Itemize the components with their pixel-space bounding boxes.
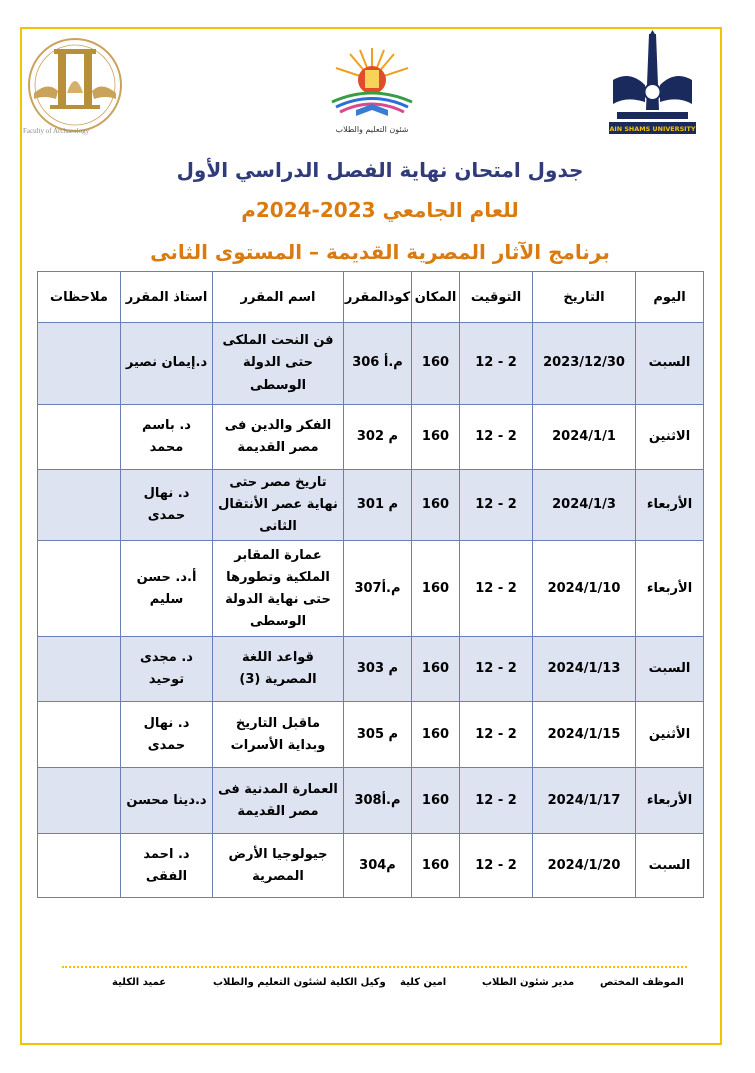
cell-place: 160 [412,470,460,541]
cell-code: م 302 [344,405,412,470]
cell-instructor: د.إيمان نصير [121,323,213,405]
cell-date: 2023/12/30 [533,323,636,405]
table-row [38,702,704,768]
cell-day: الاثنين [636,405,704,470]
cell-course: تاريخ مصر حتى نهاية عصر الأنتقال الثانى [213,470,344,541]
signature-employee: الموظف المختص [600,977,684,988]
cell-place: 160 [412,405,460,470]
cell-course: قواعد اللغة المصرية (3) [213,637,344,702]
cell-notes [38,323,121,405]
ain-shams-university-logo [605,30,700,140]
student-affairs-logo-text: شئون التعليم والطلاب [335,125,409,134]
cell-course: جيولوجيا الأرض المصرية [213,834,344,898]
cell-instructor: أ.د. حسن سليم [121,541,213,637]
table-row [38,768,704,834]
signature-vice-dean: وكيل الكلية لشئون التعليم والطلاب [213,977,386,988]
signature-college-secretary: امين كلية [400,977,447,988]
cell-time: 2 - 12 [460,768,533,834]
table-row [38,323,704,405]
table-row [38,405,704,470]
cell-instructor: د. مجدى توحيد [121,637,213,702]
table-header-row [38,272,704,323]
ain-shams-logo-text: AIN SHAMS UNIVERSITY [609,125,696,133]
header-notes: ملاحظات [38,272,121,323]
cell-time: 2 - 12 [460,637,533,702]
cell-notes [38,702,121,768]
cell-time: 2 - 12 [460,702,533,768]
cell-date: 2024/1/3 [533,470,636,541]
cell-date: 2024/1/17 [533,768,636,834]
cell-instructor: د. نهال حمدى [121,470,213,541]
header-place: المكان [412,272,460,323]
cell-day: السبت [636,834,704,898]
cell-time: 2 - 12 [460,323,533,405]
cell-course: الفكر والدين فى مصر القديمة [213,405,344,470]
faculty-of-archaeology-logo [20,33,130,145]
table-row [38,637,704,702]
cell-place: 160 [412,323,460,405]
cell-place: 160 [412,637,460,702]
cell-course: العمارة المدنية فى مصر القديمة [213,768,344,834]
cell-place: 160 [412,702,460,768]
cell-place: 160 [412,768,460,834]
cell-time: 2 - 12 [460,405,533,470]
cell-notes [38,834,121,898]
header-instructor: استاذ المقرر [121,272,213,323]
exam-schedule-title: جدول امتحان نهاية الفصل الدراسي الأول [176,158,584,182]
table-row [38,541,704,637]
cell-instructor: د. احمد الفقى [121,834,213,898]
cell-code: م 305 [344,702,412,768]
header-day: اليوم [636,272,704,323]
cell-notes [38,470,121,541]
header-course: اسم المقرر [213,272,344,323]
cell-day: الأربعاء [636,541,704,637]
cell-place: 160 [412,834,460,898]
signature-dean: عميد الكلية [112,977,167,988]
cell-course: عمارة المقابر الملكية وتطورها حتى نهاية الدولة الوسطى [213,541,344,637]
cell-code: م 303 [344,637,412,702]
cell-course: فن النحت الملكى حتى الدولة الوسطى [213,323,344,405]
cell-day: الأربعاء [636,470,704,541]
cell-time: 2 - 12 [460,470,533,541]
cell-instructor: د. باسم محمد [121,405,213,470]
cell-day: الأربعاء [636,768,704,834]
student-affairs-logo [312,40,432,140]
cell-code: م 301 [344,470,412,541]
cell-notes [38,541,121,637]
cell-instructor: د.دينا محسن [121,768,213,834]
cell-date: 2024/1/10 [533,541,636,637]
cell-date: 2024/1/13 [533,637,636,702]
header-date: التاريخ [533,272,636,323]
cell-instructor: د. نهال حمدى [121,702,213,768]
cell-notes [38,637,121,702]
table-row [38,834,704,898]
table-row [38,470,704,541]
cell-code: م.أ307 [344,541,412,637]
cell-date: 2024/1/20 [533,834,636,898]
exam-schedule-table [37,271,704,898]
cell-code: م.أ308 [344,768,412,834]
cell-day: الأثنين [636,702,704,768]
header-code: كودالمقرر [344,272,412,323]
header-time: التوقيت [460,272,533,323]
cell-time: 2 - 12 [460,834,533,898]
cell-time: 2 - 12 [460,541,533,637]
cell-code: م.أ 306 [344,323,412,405]
footer-divider [62,966,687,968]
cell-date: 2024/1/15 [533,702,636,768]
cell-notes [38,405,121,470]
cell-date: 2024/1/1 [533,405,636,470]
cell-place: 160 [412,541,460,637]
cell-code: م304 [344,834,412,898]
faculty-logo-text: Faculty of Archaeology [23,127,90,135]
academic-year-title: للعام الجامعي 2023-2024م [241,198,519,222]
cell-course: ماقبل التاريخ وبداية الأسرات [213,702,344,768]
cell-day: السبت [636,637,704,702]
cell-day: السبت [636,323,704,405]
program-title: برنامج الآثار المصرية القديمة – المستوى الثانى [150,240,610,264]
signature-student-affairs-director: مدير شئون الطلاب [482,977,575,988]
cell-notes [38,768,121,834]
